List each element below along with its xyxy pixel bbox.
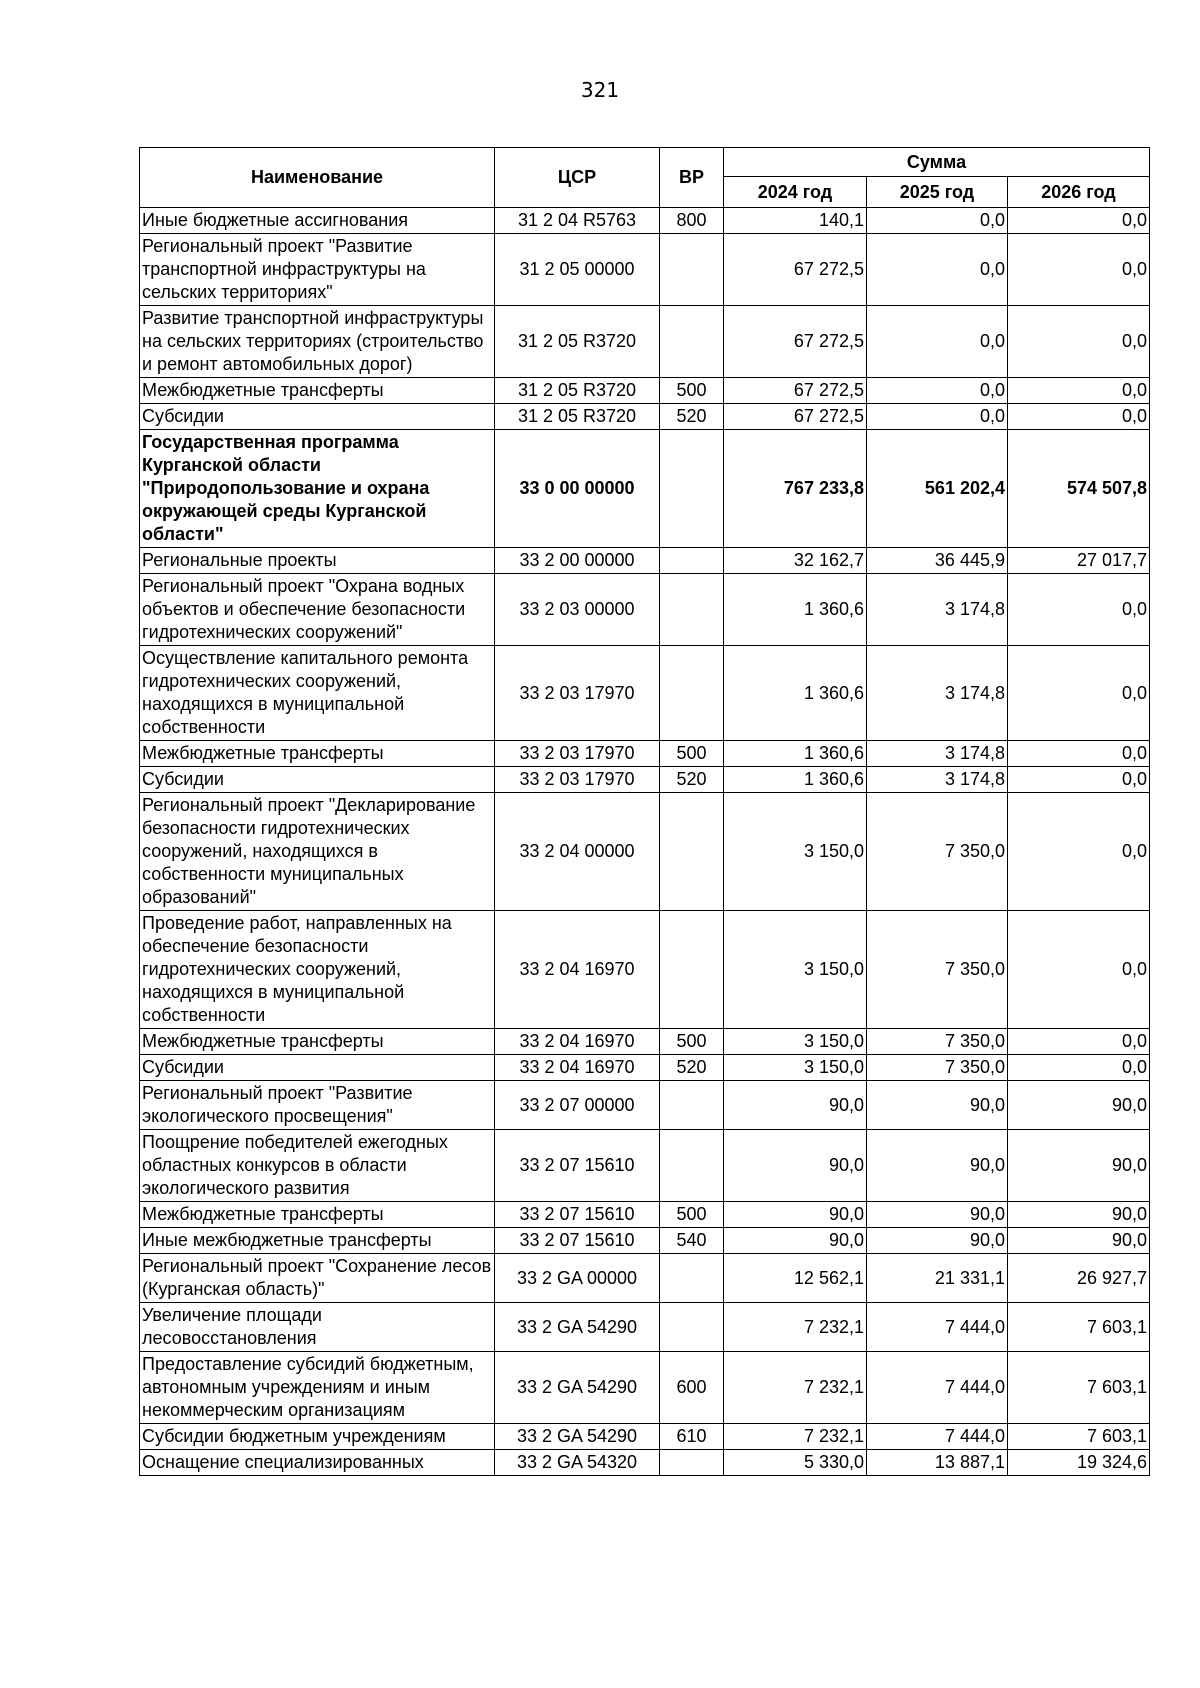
row-amount-2024-cell: 3 150,0 bbox=[724, 1029, 867, 1055]
table-row bbox=[140, 1202, 1150, 1228]
row-name-cell: Межбюджетные трансферты bbox=[140, 1029, 495, 1055]
row-amount-2025-cell: 21 331,1 bbox=[867, 1254, 1008, 1303]
row-amount-2025-cell: 90,0 bbox=[867, 1202, 1008, 1228]
row-amount-2025-cell: 36 445,9 bbox=[867, 548, 1008, 574]
row-amount-2026-cell: 0,0 bbox=[1008, 1055, 1150, 1081]
table-row bbox=[140, 1228, 1150, 1254]
row-amount-2025-cell: 7 444,0 bbox=[867, 1352, 1008, 1424]
row-csr-cell: 33 2 07 15610 bbox=[495, 1202, 660, 1228]
header-sum: Сумма bbox=[724, 148, 1150, 177]
row-amount-2024-cell: 7 232,1 bbox=[724, 1303, 867, 1352]
row-amount-2024-cell: 67 272,5 bbox=[724, 306, 867, 378]
row-amount-2024-cell: 12 562,1 bbox=[724, 1254, 867, 1303]
row-amount-2024-cell: 5 330,0 bbox=[724, 1450, 867, 1476]
row-name-cell: Развитие транспортной инфраструктуры на сельских территориях (строительство и ремонт автомобильных дорог) bbox=[140, 306, 495, 378]
row-amount-2024-cell: 90,0 bbox=[724, 1228, 867, 1254]
row-vr-cell: 520 bbox=[660, 404, 724, 430]
row-name-cell: Иные межбюджетные трансферты bbox=[140, 1228, 495, 1254]
header-name: Наименование bbox=[140, 148, 495, 208]
row-amount-2024-cell: 1 360,6 bbox=[724, 741, 867, 767]
row-amount-2024-cell: 90,0 bbox=[724, 1081, 867, 1130]
row-csr-cell: 31 2 05 R3720 bbox=[495, 306, 660, 378]
header-year-2025: 2025 год bbox=[867, 177, 1008, 208]
row-csr-cell: 33 2 04 16970 bbox=[495, 1055, 660, 1081]
row-amount-2025-cell: 3 174,8 bbox=[867, 574, 1008, 646]
row-name-cell: Увеличение площади лесовосстановления bbox=[140, 1303, 495, 1352]
row-name-cell: Субсидии бюджетным учреждениям bbox=[140, 1424, 495, 1450]
row-csr-cell: 31 2 05 R3720 bbox=[495, 404, 660, 430]
table-row bbox=[140, 767, 1150, 793]
table-row bbox=[140, 1424, 1150, 1450]
row-amount-2026-cell: 0,0 bbox=[1008, 404, 1150, 430]
row-amount-2026-cell: 0,0 bbox=[1008, 767, 1150, 793]
row-csr-cell: 31 2 05 R3720 bbox=[495, 378, 660, 404]
budget-table-body bbox=[140, 208, 1150, 1476]
row-amount-2026-cell: 27 017,7 bbox=[1008, 548, 1150, 574]
row-amount-2024-cell: 32 162,7 bbox=[724, 548, 867, 574]
row-amount-2026-cell: 26 927,7 bbox=[1008, 1254, 1150, 1303]
row-amount-2026-cell: 0,0 bbox=[1008, 793, 1150, 911]
row-amount-2024-cell: 767 233,8 bbox=[724, 430, 867, 548]
row-amount-2026-cell: 7 603,1 bbox=[1008, 1424, 1150, 1450]
row-amount-2024-cell: 1 360,6 bbox=[724, 767, 867, 793]
row-amount-2024-cell: 3 150,0 bbox=[724, 793, 867, 911]
row-csr-cell: 33 2 07 15610 bbox=[495, 1228, 660, 1254]
row-vr-cell bbox=[660, 1254, 724, 1303]
row-name-cell: Региональный проект "Декларирование безопасности гидротехнических сооружений, находящихся в собственности муниципальных образований" bbox=[140, 793, 495, 911]
row-vr-cell bbox=[660, 646, 724, 741]
row-vr-cell: 520 bbox=[660, 1055, 724, 1081]
page-number: 321 bbox=[580, 78, 620, 102]
row-amount-2026-cell: 7 603,1 bbox=[1008, 1303, 1150, 1352]
row-csr-cell: 33 2 07 00000 bbox=[495, 1081, 660, 1130]
row-amount-2026-cell: 0,0 bbox=[1008, 306, 1150, 378]
table-row bbox=[140, 404, 1150, 430]
row-vr-cell bbox=[660, 911, 724, 1029]
header-vr: ВР bbox=[660, 148, 724, 208]
row-amount-2024-cell: 3 150,0 bbox=[724, 911, 867, 1029]
row-amount-2026-cell: 0,0 bbox=[1008, 574, 1150, 646]
row-name-cell: Региональный проект "Развитие экологического просвещения" bbox=[140, 1081, 495, 1130]
row-name-cell: Иные бюджетные ассигнования bbox=[140, 208, 495, 234]
row-vr-cell: 520 bbox=[660, 767, 724, 793]
row-vr-cell: 500 bbox=[660, 1029, 724, 1055]
row-csr-cell: 33 0 00 00000 bbox=[495, 430, 660, 548]
row-csr-cell: 33 2 GA 54290 bbox=[495, 1352, 660, 1424]
row-amount-2025-cell: 7 350,0 bbox=[867, 1029, 1008, 1055]
row-amount-2026-cell: 90,0 bbox=[1008, 1228, 1150, 1254]
row-amount-2025-cell: 0,0 bbox=[867, 306, 1008, 378]
header-year-2024: 2024 год bbox=[724, 177, 867, 208]
budget-table bbox=[139, 147, 1150, 1476]
table-row bbox=[140, 1254, 1150, 1303]
row-vr-cell: 600 bbox=[660, 1352, 724, 1424]
row-csr-cell: 33 2 00 00000 bbox=[495, 548, 660, 574]
row-csr-cell: 31 2 04 R5763 bbox=[495, 208, 660, 234]
row-name-cell: Поощрение победителей ежегодных областных конкурсов в области экологического развития bbox=[140, 1130, 495, 1202]
row-amount-2025-cell: 0,0 bbox=[867, 378, 1008, 404]
row-amount-2025-cell: 90,0 bbox=[867, 1081, 1008, 1130]
row-amount-2024-cell: 140,1 bbox=[724, 208, 867, 234]
table-row bbox=[140, 1352, 1150, 1424]
row-amount-2025-cell: 7 350,0 bbox=[867, 1055, 1008, 1081]
row-name-cell: Государственная программа Курганской области "Природопользование и охрана окружающей среды Курганской области" bbox=[140, 430, 495, 548]
row-name-cell: Региональный проект "Сохранение лесов (Курганская область)" bbox=[140, 1254, 495, 1303]
table-row bbox=[140, 1130, 1150, 1202]
row-vr-cell bbox=[660, 793, 724, 911]
row-amount-2025-cell: 7 444,0 bbox=[867, 1303, 1008, 1352]
row-name-cell: Региональный проект "Охрана водных объектов и обеспечение безопасности гидротехнических сооружений" bbox=[140, 574, 495, 646]
row-amount-2026-cell: 0,0 bbox=[1008, 911, 1150, 1029]
row-csr-cell: 33 2 GA 54320 bbox=[495, 1450, 660, 1476]
row-amount-2024-cell: 1 360,6 bbox=[724, 574, 867, 646]
row-csr-cell: 33 2 03 17970 bbox=[495, 767, 660, 793]
row-amount-2026-cell: 0,0 bbox=[1008, 378, 1150, 404]
row-csr-cell: 33 2 03 17970 bbox=[495, 741, 660, 767]
row-amount-2025-cell: 13 887,1 bbox=[867, 1450, 1008, 1476]
row-amount-2026-cell: 0,0 bbox=[1008, 208, 1150, 234]
row-amount-2026-cell: 574 507,8 bbox=[1008, 430, 1150, 548]
row-vr-cell bbox=[660, 1081, 724, 1130]
row-vr-cell: 500 bbox=[660, 378, 724, 404]
row-amount-2025-cell: 7 350,0 bbox=[867, 793, 1008, 911]
row-vr-cell bbox=[660, 234, 724, 306]
row-vr-cell: 500 bbox=[660, 741, 724, 767]
table-row bbox=[140, 1450, 1150, 1476]
row-csr-cell: 33 2 GA 00000 bbox=[495, 1254, 660, 1303]
table-row bbox=[140, 234, 1150, 306]
row-amount-2026-cell: 0,0 bbox=[1008, 741, 1150, 767]
row-amount-2024-cell: 90,0 bbox=[724, 1202, 867, 1228]
row-amount-2025-cell: 90,0 bbox=[867, 1130, 1008, 1202]
row-csr-cell: 33 2 04 16970 bbox=[495, 911, 660, 1029]
row-name-cell: Оснащение специализированных bbox=[140, 1450, 495, 1476]
row-amount-2026-cell: 90,0 bbox=[1008, 1130, 1150, 1202]
row-amount-2025-cell: 3 174,8 bbox=[867, 646, 1008, 741]
table-row bbox=[140, 1081, 1150, 1130]
row-csr-cell: 33 2 03 00000 bbox=[495, 574, 660, 646]
row-amount-2024-cell: 90,0 bbox=[724, 1130, 867, 1202]
row-csr-cell: 33 2 04 16970 bbox=[495, 1029, 660, 1055]
row-csr-cell: 33 2 GA 54290 bbox=[495, 1303, 660, 1352]
table-row bbox=[140, 430, 1150, 548]
row-amount-2025-cell: 561 202,4 bbox=[867, 430, 1008, 548]
row-amount-2026-cell: 90,0 bbox=[1008, 1202, 1150, 1228]
row-name-cell: Межбюджетные трансферты bbox=[140, 378, 495, 404]
table-row bbox=[140, 741, 1150, 767]
row-name-cell: Региональный проект "Развитие транспортной инфраструктуры на сельских территориях" bbox=[140, 234, 495, 306]
row-amount-2025-cell: 0,0 bbox=[867, 208, 1008, 234]
table-row bbox=[140, 1029, 1150, 1055]
row-amount-2024-cell: 67 272,5 bbox=[724, 234, 867, 306]
row-name-cell: Субсидии bbox=[140, 404, 495, 430]
row-vr-cell bbox=[660, 1130, 724, 1202]
row-csr-cell: 33 2 04 00000 bbox=[495, 793, 660, 911]
row-amount-2024-cell: 3 150,0 bbox=[724, 1055, 867, 1081]
row-amount-2024-cell: 67 272,5 bbox=[724, 404, 867, 430]
row-amount-2025-cell: 90,0 bbox=[867, 1228, 1008, 1254]
table-row bbox=[140, 646, 1150, 741]
row-amount-2024-cell: 67 272,5 bbox=[724, 378, 867, 404]
row-name-cell: Проведение работ, направленных на обеспечение безопасности гидротехнических сооружений, находящихся в муниципальной собственности bbox=[140, 911, 495, 1029]
row-vr-cell: 500 bbox=[660, 1202, 724, 1228]
header-csr: ЦСР bbox=[495, 148, 660, 208]
row-vr-cell bbox=[660, 1303, 724, 1352]
table-row bbox=[140, 574, 1150, 646]
row-vr-cell: 800 bbox=[660, 208, 724, 234]
row-vr-cell bbox=[660, 430, 724, 548]
row-amount-2026-cell: 0,0 bbox=[1008, 646, 1150, 741]
row-amount-2025-cell: 3 174,8 bbox=[867, 741, 1008, 767]
row-amount-2026-cell: 0,0 bbox=[1008, 1029, 1150, 1055]
row-csr-cell: 33 2 03 17970 bbox=[495, 646, 660, 741]
row-amount-2026-cell: 7 603,1 bbox=[1008, 1352, 1150, 1424]
table-row bbox=[140, 1303, 1150, 1352]
row-csr-cell: 33 2 07 15610 bbox=[495, 1130, 660, 1202]
row-vr-cell: 610 bbox=[660, 1424, 724, 1450]
row-name-cell: Межбюджетные трансферты bbox=[140, 1202, 495, 1228]
row-name-cell: Региональные проекты bbox=[140, 548, 495, 574]
row-vr-cell: 540 bbox=[660, 1228, 724, 1254]
row-amount-2025-cell: 0,0 bbox=[867, 404, 1008, 430]
table-row bbox=[140, 208, 1150, 234]
table-row bbox=[140, 1055, 1150, 1081]
row-amount-2025-cell: 0,0 bbox=[867, 234, 1008, 306]
row-vr-cell bbox=[660, 1450, 724, 1476]
table-row bbox=[140, 793, 1150, 911]
row-name-cell: Субсидии bbox=[140, 767, 495, 793]
table-row bbox=[140, 548, 1150, 574]
row-amount-2026-cell: 0,0 bbox=[1008, 234, 1150, 306]
row-amount-2025-cell: 7 444,0 bbox=[867, 1424, 1008, 1450]
row-name-cell: Субсидии bbox=[140, 1055, 495, 1081]
row-csr-cell: 33 2 GA 54290 bbox=[495, 1424, 660, 1450]
row-amount-2024-cell: 7 232,1 bbox=[724, 1424, 867, 1450]
table-row bbox=[140, 378, 1150, 404]
row-vr-cell bbox=[660, 574, 724, 646]
header-year-2026: 2026 год bbox=[1008, 177, 1150, 208]
row-csr-cell: 31 2 05 00000 bbox=[495, 234, 660, 306]
row-amount-2025-cell: 7 350,0 bbox=[867, 911, 1008, 1029]
row-amount-2024-cell: 7 232,1 bbox=[724, 1352, 867, 1424]
row-name-cell: Осуществление капитального ремонта гидротехнических сооружений, находящихся в муниципальной собственности bbox=[140, 646, 495, 741]
row-amount-2025-cell: 3 174,8 bbox=[867, 767, 1008, 793]
row-name-cell: Предоставление субсидий бюджетным, автономным учреждениям и иным некоммерческим организациям bbox=[140, 1352, 495, 1424]
header-row-1 bbox=[140, 148, 1150, 177]
row-amount-2026-cell: 19 324,6 bbox=[1008, 1450, 1150, 1476]
row-vr-cell bbox=[660, 306, 724, 378]
table-row bbox=[140, 911, 1150, 1029]
table-row bbox=[140, 306, 1150, 378]
row-name-cell: Межбюджетные трансферты bbox=[140, 741, 495, 767]
row-amount-2026-cell: 90,0 bbox=[1008, 1081, 1150, 1130]
row-amount-2024-cell: 1 360,6 bbox=[724, 646, 867, 741]
row-vr-cell bbox=[660, 548, 724, 574]
